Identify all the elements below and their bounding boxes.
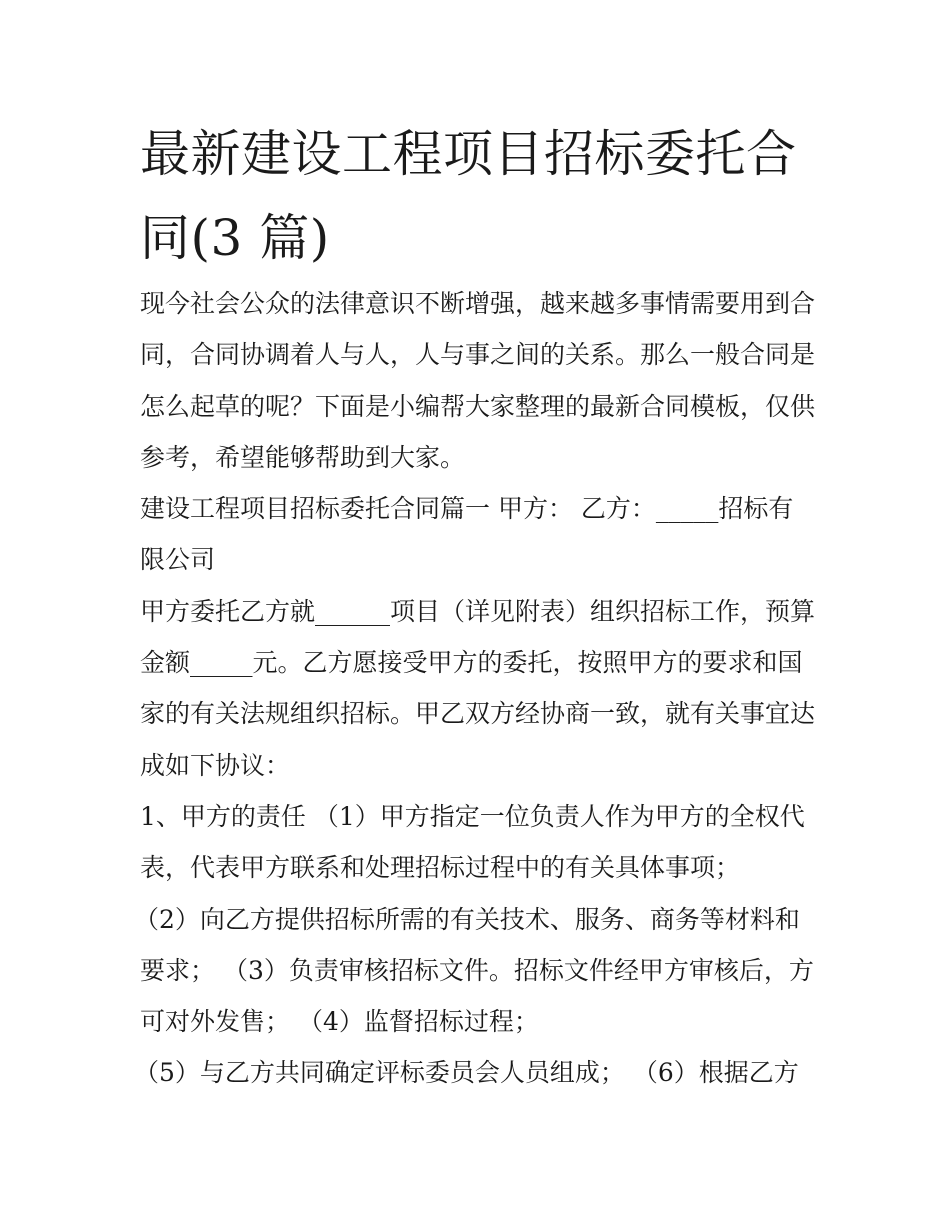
body-line: 金额_____元。乙方愿接受甲方的委托，按照甲方的要求和国 [140, 648, 803, 678]
body-line: 同，合同协调着人与人，人与事之间的关系。那么一般合同是 [140, 340, 816, 370]
body-line: 现今社会公众的法律意识不断增强，越来越多事情需要用到合 [140, 289, 816, 318]
title-line: 同(3 篇) [140, 209, 330, 267]
document-title [140, 112, 820, 280]
body-line: （5）与乙方共同确定评标委员会人员组成； （6）根据乙方 [134, 1058, 799, 1088]
body-line: （2）向乙方提供招标所需的有关技术、服务、商务等材料和 [134, 904, 800, 934]
body-line: 建设工程项目招标委托合同篇一 甲方： 乙方：_____招标有 [140, 494, 794, 524]
body-line: 家的有关法规组织招标。甲乙双方经协商一致，就有关事宜达 [140, 699, 816, 729]
body-line: 参考，希望能够帮助到大家。 [140, 442, 466, 472]
body-line: 1、甲方的责任 （1）甲方指定一位负责人作为甲方的全权代 [140, 801, 805, 831]
title-line: 最新建设工程项目招标委托合 [140, 125, 797, 183]
body-line: 甲方委托乙方就______项目（详见附表）组织招标工作，预算 [140, 596, 816, 626]
body-line: 表，代表甲方联系和处理招标过程中的有关具体事项； [140, 853, 741, 883]
body-line: 要求； （3）负责审核招标文件。招标文件经甲方审核后，方 [140, 955, 814, 985]
body-line: 成如下协议： [140, 750, 291, 780]
document-body [134, 278, 820, 1099]
body-line: 限公司 [140, 545, 216, 575]
body-line: 怎么起草的呢？下面是小编帮大家整理的最新合同模板，仅供 [140, 391, 816, 421]
body-line: 可对外发售； （4）监督招标过程； [140, 1007, 539, 1037]
